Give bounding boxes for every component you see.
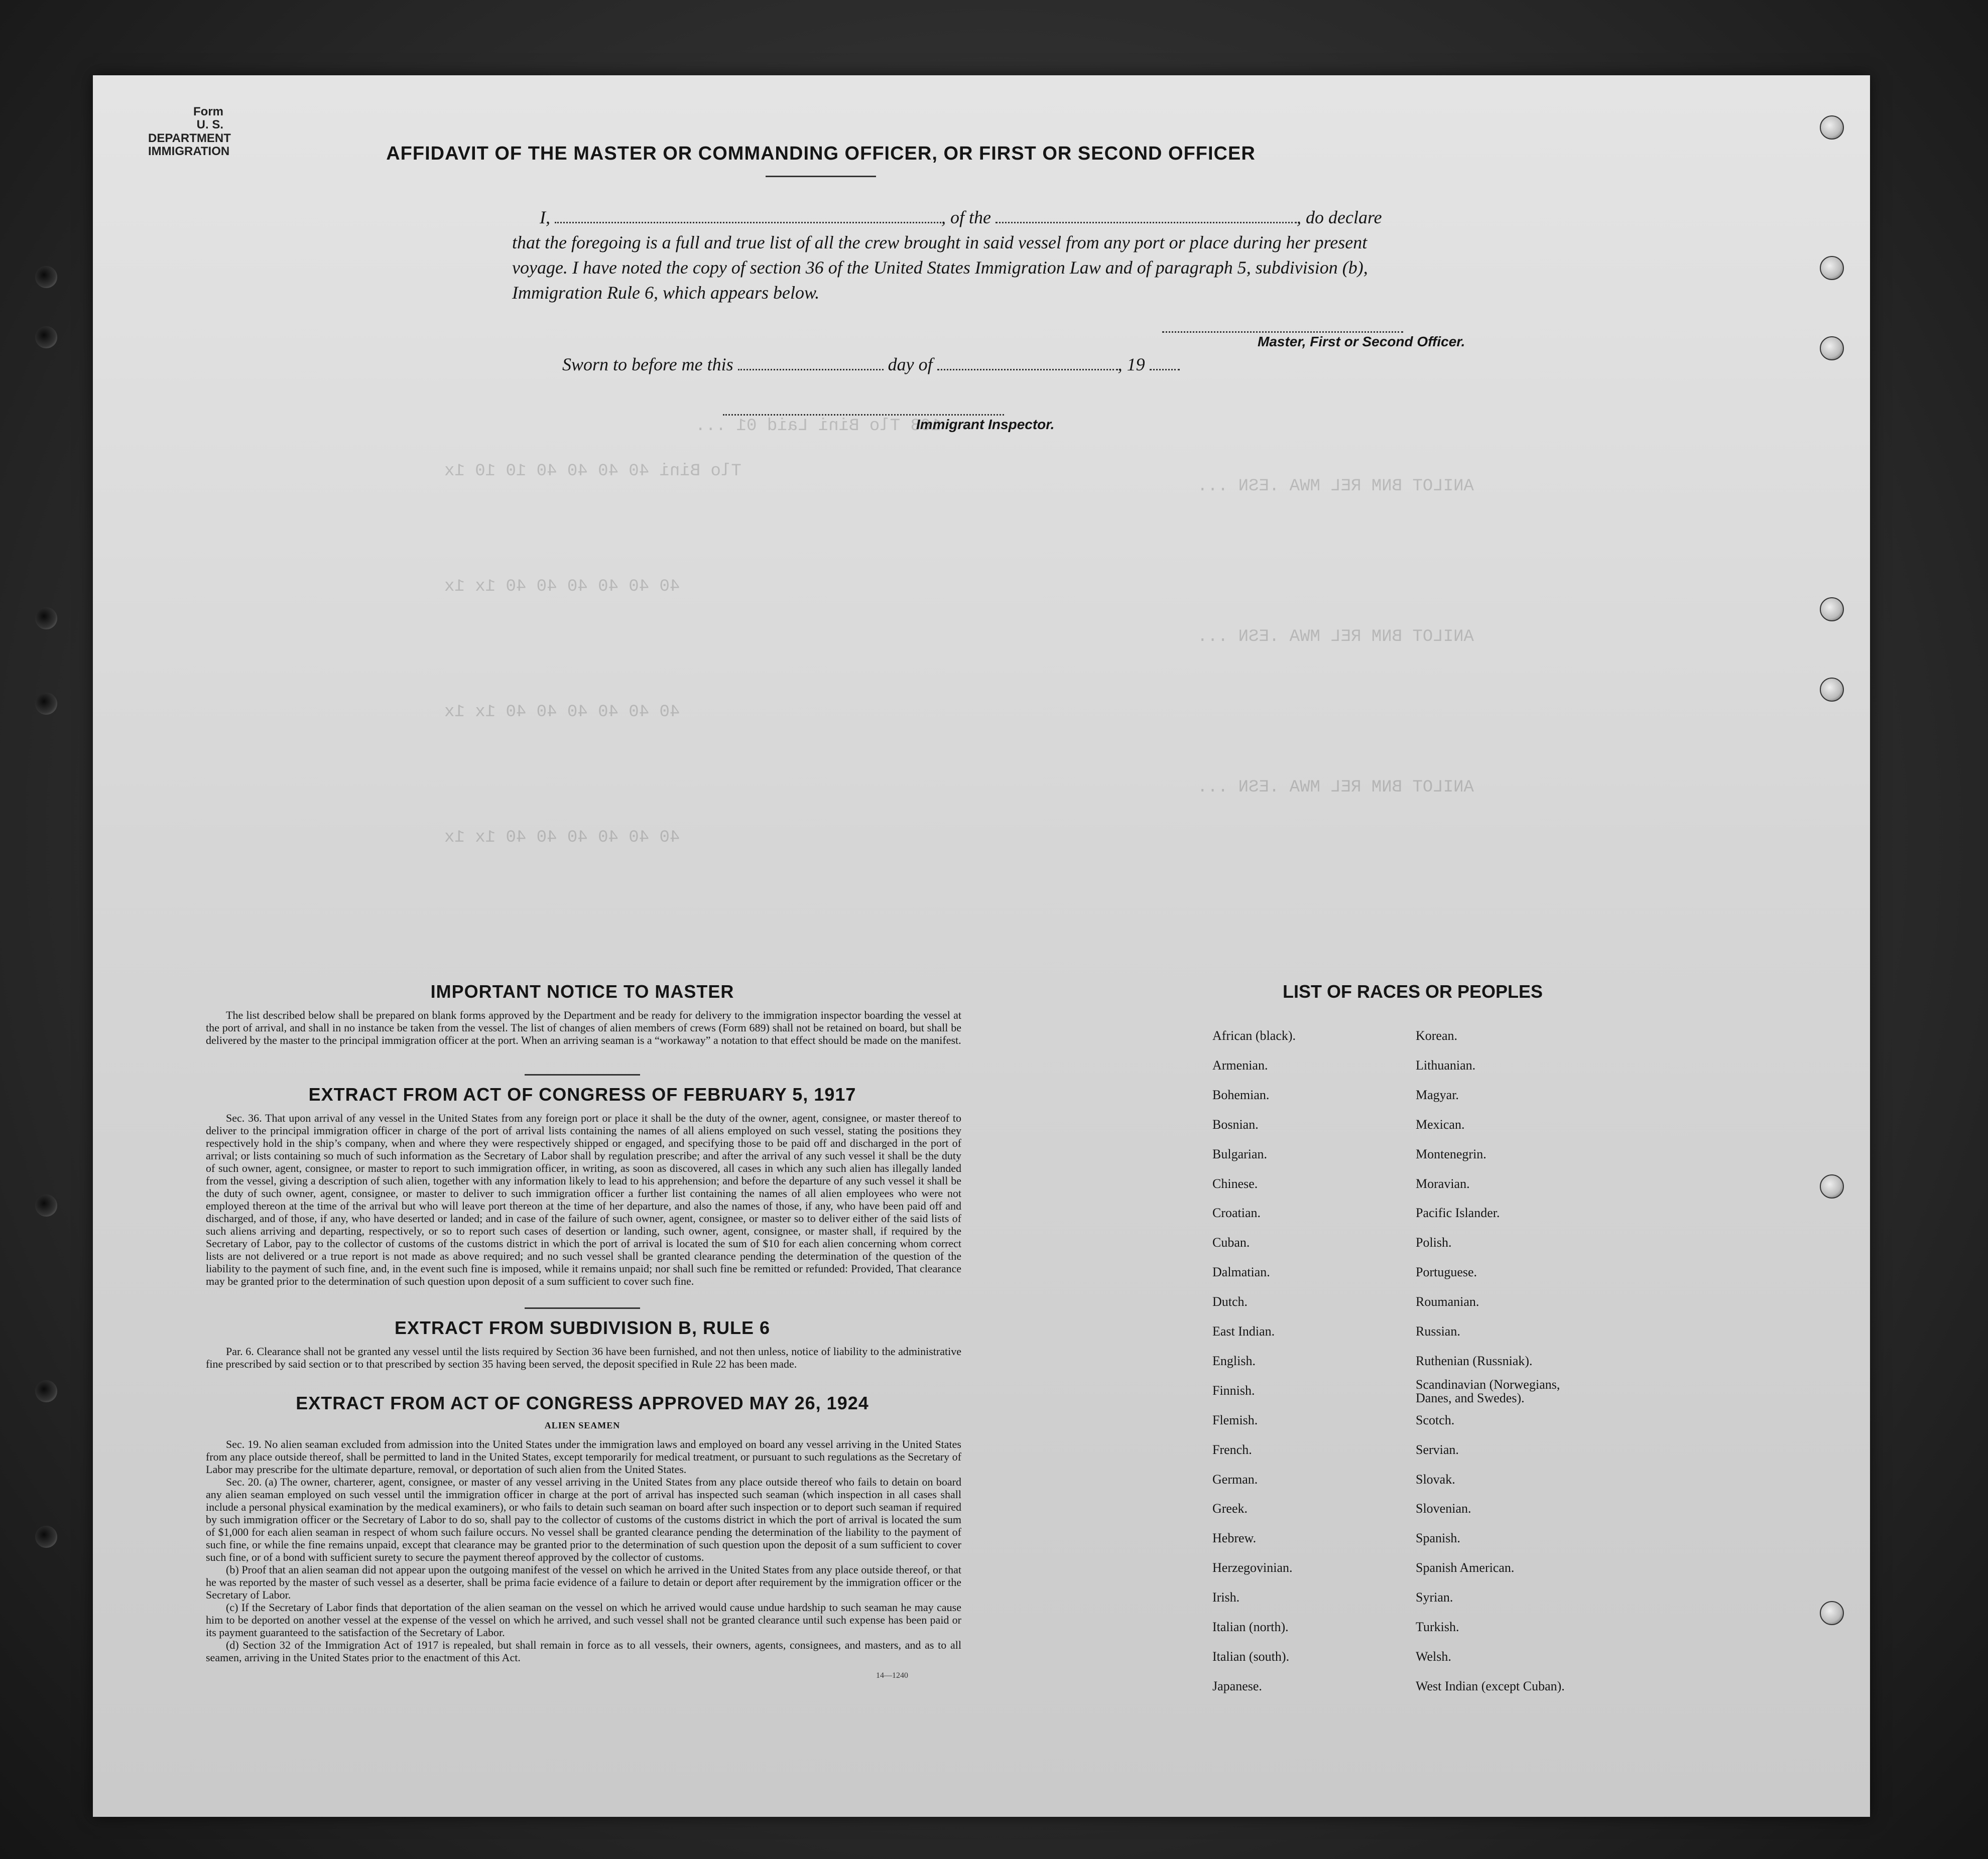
extract-1924-sec20b: (b) Proof that an alien seaman did not appear upon the outgoing manifest of the vessel on which he arrived in the United States from any place outside thereof, or that he was reported by the master of such vessel as a deserter, shall be prima facie evidence of a failure to detain or deport after requirement by the immigration officer or the Secretary of Labor. xyxy=(206,1563,961,1601)
race-item: Croatian. xyxy=(1212,1206,1261,1221)
print-code: 14—1240 xyxy=(876,1671,908,1680)
affidavit-line-1 xyxy=(540,207,1584,228)
sworn-line xyxy=(562,354,1365,375)
race-item: Finnish. xyxy=(1212,1383,1255,1398)
immigration-label: IMMIGRATION xyxy=(148,145,230,159)
binding-hole xyxy=(1820,1174,1844,1199)
race-item: Italian (south). xyxy=(1212,1649,1290,1664)
manifest-sheet: 168 Tlo Bini Laid 01 ... Tlo Bini 40 40 40 40 10 10 1x 40 40 40 40 40 40 1x 1x 40 40 40 40 40 40 1x 1x 40 40 40 40 40 40 1x 1x ANILOT BNM REL MWA .ESN ... ANILOT BNM REL MWA .ESN ... ANILOT BNM REL MWA .ESN ... Form U. S. DEPARTMENT IMMIGRATION AFFIDAVIT OF THE MASTER OR COMMANDING OFFICER, OR FIRST OR SECOND OFFICER I, , of the , do declare that the foregoing is a full and true list of all the crew brought in said vessel from any port or place during her present voyage. I have noted the copy of section 36 of the United States Immigration Law and of paragraph 5, subdivision (b), Immigration Rule 6, which appears below. Master, First or Second Officer. Sworn to before me this day of , 19 Immigrant Inspector. IMPORTANT NOTICE TO MASTER The list described below shall be prepared on blank forms approved by the Department and be ready for delivery to the immigration inspector boarding the vessel at the port of arrival, and shall in no instance be taken from the vessel. The list of changes of alien members of crews (Form 689) shall not be retained on board, but shall be delivered by the master to the principal immigration officer at the port. When an arriving seaman is a “workaway” a notation to that effect should be made on the manifest. EXTRACT FROM ACT OF CONGRESS OF FEBRUARY 5, 1917 Sec. 36. That upon arrival of any vessel in the United States from any foreign port or place it shall be the duty of the owner, agent, consignee, or master thereof to deliver to the principal immigration officer in charge of the port of arrival lists containing the names of all aliens employed on such vessel, stating the positions they respectively hold in the ship’s company, when and where they were respectively shipped or engaged, and specifying those to be paid off and discharged in the port of arrival; or lists containing so much of such information as the Secretary of Labor shall by regulation prescribe; and after the arrival of any such vessel it shall be the duty of such owner, agent, consignee, or master to report to such immigration officer, in writing, as soon as discovered, all cases in which any such alien has illegally landed from the vessel, giving a description of such alien, together with any information likely to lead to his apprehension; and before the departure of any such vessel it shall be the duty of such owner, agent, consignee, or master to deliver to such immigration officer a further list containing the names of all alien employees who were not employed thereon at the time of the arrival but who will leave port thereon at the time of her departure, and also the names of those, if any, who have been paid off and discharged, and of those, if any, who have deserted or landed; and in case of the failure of such owner, agent, consignee, or master so to deliver either of the said lists of such aliens arriving and departing, respectively, or so to report such cases of desertion or landing, such owner, agent, consignee, or master shall, if required by the Secretary of Labor, pay to the collector of customs of the customs district in which the port of arrival is located the sum of $10 for each alien concerning whom correct lists are not delivered or a true report is not made as above required; and no such vessel shall be granted clearance pending the determination of the question of the liability to the payment of such fine, and, in the event such fine is imposed, while it remains unpaid; nor shall such fine be remitted or refunded: Provided, That clearance may be granted prior to the determination of such question upon deposit of a sum sufficient to cover such fine. EXTRACT FROM SUBDIVISION B, RULE 6 Par. 6. Clearance shall not be granted any vessel until the lists required by Section 36 have been furnished, and not then unless, notice of liability to the administrative fine prescribed by said section or to that prescribed by section 35 having been served, the deposit specified in Rule 22 has been made. EXTRACT FROM ACT OF CONGRESS APPROVED MAY 26, 1924 ALIEN SEAMEN Sec. 19. No alien seaman excluded from admission into the United States under the immigration laws and employed on board any vessel arriving in the United States from any place outside thereof, shall be permitted to land in the United States, except temporarily for medical treatment, or pursuant to such regulations as the Secretary of Labor may prescribe for the ultimate departure, removal, or deportation of such alien from the United States. Sec. 20. (a) The owner, charterer, agent, consignee, or master of any vessel arriving in the United States from any place outside thereof who fails to detain on board any alien seaman employed on such vessel until the immigration officer in charge at the port of arrival has inspected such seaman (which inspection in all cases shall include a personal physical examination by the medical examiners), or who fails to detain such seaman on board after such inspection or to deport such seaman if required by such immigration officer or the Secretary of Labor to do so, shall pay to the collector of customs of the customs district in which the port of arrival is located the sum of $1,000 for each alien seaman in respect of whom such failure occurs. No vessel shall be granted clearance pending the determination of the liability to the payment of such fine, or while the fine remains unpaid, except that clearance may be granted prior to the determination of such question upon the deposit of a sum sufficient to cover such fine, or of a bond with sufficient surety to secure the payment thereof approved by the collector of customs. (b) Proof that an alien seaman did not appear upon the outgoing manifest of the vessel on which he arrived in the United States from any place outside thereof, or that he was reported by the master of such vessel as a deserter, shall be prima facie evidence of a failure to detain or deport after requirement by the immigration officer or the Secretary of Labor. (c) If the Secretary of Labor finds that deportation of the alien seaman on the vessel on which he arrived would cause undue hardship to such seaman he may cause him to be deported on another vessel at the expense of the vessel on which he arrived, and such vessel shall not be granted clearance until such expense has been paid or its payment guaranteed to the satisfaction of the Secretary of Labor. (d) Section 32 of the Immigration Act of 1917 is repealed, but shall remain in force as to all vessels, their owners, agents, consignees, and masters, and as to all seamen, arriving in the United States prior to the enactment of this Act. 14—1240 LIST OF RACES OR PEOPLES African (black). Armenian. Bohemian. Bosnian. Bulgarian. Chinese. Croatian. Cuban. Dalmatian. Dutch. East Indian. English. Finnish. Flemish. French. German. Greek. Hebrew. Herzegovinian. Irish. Italian (north). Italian (south). Japanese. Korean. Lithuanian. Magyar. Mexican. Montenegrin. Moravian. Pacific Islander. Polish. Portuguese. Roumanian. Russian. Ruthenian (Russniak). Scandinavian (Norwegians, Danes, and Swedes). Scotch. Servian. Slovak. Slovenian. Spanish. Spanish American. Syrian. Turkish. Welsh. West Indian (except Cuban). xyxy=(93,75,1870,1817)
year-label: , 19 xyxy=(1117,354,1145,374)
race-item: Pacific Islander. xyxy=(1416,1206,1500,1221)
race-item: Slovak. xyxy=(1416,1472,1455,1487)
extract-rule6-title: EXTRACT FROM SUBDIVISION B, RULE 6 xyxy=(394,1317,771,1338)
race-item: Magyar. xyxy=(1416,1087,1459,1102)
master-signature-blank[interactable] xyxy=(1162,321,1403,333)
department-label: U. S. DEPARTMENT xyxy=(148,118,231,145)
race-item: Dutch. xyxy=(1212,1294,1248,1309)
race-item: Russian. xyxy=(1416,1324,1460,1339)
divider xyxy=(766,176,876,177)
sworn-year-blank[interactable] xyxy=(1150,356,1180,370)
race-item: Bosnian. xyxy=(1212,1117,1259,1132)
affidavit-line-3: voyage. I have noted the copy of section 36 of the United States Immigration Law and of paragraph 5, subdivision (b), xyxy=(512,257,1368,278)
extract-1924-body xyxy=(206,1438,961,1664)
race-item: Chinese. xyxy=(1212,1176,1258,1191)
race-item: Korean. xyxy=(1416,1028,1458,1043)
race-item: Bohemian. xyxy=(1212,1087,1270,1102)
binding-hole xyxy=(1820,256,1844,280)
race-item: Mexican. xyxy=(1416,1117,1465,1132)
race-item: Portuguese. xyxy=(1416,1265,1477,1280)
race-item: Irish. xyxy=(1212,1590,1240,1605)
binding-hole xyxy=(35,1526,57,1548)
race-item: Moravian. xyxy=(1416,1176,1470,1191)
master-name-blank[interactable] xyxy=(555,209,941,223)
race-item: East Indian. xyxy=(1212,1324,1275,1339)
race-item: West Indian (except Cuban). xyxy=(1416,1678,1565,1693)
affidavit-i: I, xyxy=(540,207,550,227)
day-of-label: day of xyxy=(888,354,933,374)
binding-hole xyxy=(1820,1601,1844,1625)
binding-hole xyxy=(1820,336,1844,360)
race-item: German. xyxy=(1212,1472,1258,1487)
affidavit-line-4: Immigration Rule 6, which appears below. xyxy=(512,283,820,303)
binding-hole xyxy=(35,693,57,715)
inspector-signature-blank[interactable] xyxy=(723,404,1004,416)
race-item: Polish. xyxy=(1416,1235,1452,1250)
binding-hole xyxy=(35,326,57,348)
race-item: French. xyxy=(1212,1442,1252,1457)
race-item: Slovenian. xyxy=(1416,1501,1471,1516)
extract-1924-subtitle: ALIEN SEAMEN xyxy=(544,1420,620,1430)
race-item: Roumanian. xyxy=(1416,1294,1479,1309)
binding-hole xyxy=(1820,678,1844,702)
race-item: Italian (north). xyxy=(1212,1620,1289,1634)
race-item: Dalmatian. xyxy=(1212,1265,1270,1280)
race-item: Ruthenian (Russniak). xyxy=(1416,1353,1533,1368)
binding-hole xyxy=(35,1194,57,1217)
form-label: Form xyxy=(193,105,223,118)
sworn-day-blank[interactable] xyxy=(738,356,884,370)
master-caption: Master, First or Second Officer. xyxy=(1258,334,1465,349)
race-item: Syrian. xyxy=(1416,1590,1453,1605)
extract-1924-sec19: Sec. 19. No alien seaman excluded from admission into the United States under the immigration laws and employed on board any vessel arriving in the United States from any place outside thereof, shall be permitted to land in the United States, except temporarily for medical treatment, or pursuant to such regulations as the Secretary of Labor may prescribe for the ultimate departure, removal, or deportation of such alien from the United States. xyxy=(206,1438,961,1476)
notice-text: The list described below shall be prepared on blank forms approved by the Department and be ready for delivery to the immigration inspector boarding the vessel at the port of arrival, and shall in no instance be taken from the vessel. The list of changes of alien members of crews (Form 689) shall not be retained on board, but shall be delivered by the master to the principal immigration officer at the port. When an arriving seaman is a “workaway” a notation to that effect should be made on the manifest. xyxy=(206,1009,961,1046)
race-item: Spanish. xyxy=(1416,1531,1460,1546)
race-item: Flemish. xyxy=(1212,1412,1258,1427)
affidavit-title: AFFIDAVIT OF THE MASTER OR COMMANDING OFFICER, OR FIRST OR SECOND OFFICER xyxy=(386,143,1256,164)
race-item: Scandinavian (Norwegians, Danes, and Swedes). xyxy=(1416,1377,1560,1405)
race-item: Servian. xyxy=(1416,1442,1459,1457)
binding-hole xyxy=(1820,115,1844,140)
sworn-month-blank[interactable] xyxy=(937,356,1118,370)
affidavit-do-declare: , do declare xyxy=(1296,207,1382,227)
vessel-name-blank[interactable] xyxy=(996,209,1297,223)
race-item: Hebrew. xyxy=(1212,1531,1257,1546)
sworn-label: Sworn to before me this xyxy=(562,354,733,374)
extract-1917-text: Sec. 36. That upon arrival of any vessel in the United States from any foreign port or place it shall be the duty of the owner, agent, consignee, or master thereof to deliver to the principal immigration officer in charge of the port of arrival lists containing the names of all aliens employed on such vessel, stating the positions they respectively hold in the ship’s company, when and where they were respectively shipped or engaged, and specifying those to be paid off and discharged in the port of arrival; or lists containing so much of such information as the Secretary of Labor shall by regulation prescribe; and after the arrival of any such vessel it shall be the duty of such owner, agent, consignee, or master to report to such immigration officer, in writing, as soon as discovered, all cases in which any such alien has illegally landed from the vessel, giving a description of such alien, together with any information likely to lead to his apprehension; and before the departure of any such vessel it shall be the duty of such owner, agent, consignee, or master to deliver to such immigration officer a further list containing the names of all alien employees who were not employed thereon at the time of the arrival but who will leave port thereon at the time of her departure, and also the names of those, if any, who have been paid off and discharged, and of those, if any, who have deserted or landed; and in case of the failure of such owner, agent, consignee, or master so to deliver either of the said lists of such aliens arriving and departing, respectively, or so to report such cases of desertion or landing, such owner, agent, consignee, or master shall, if required by the Secretary of Labor, pay to the collector of customs of the customs district in which the port of arrival is located the sum of $10 for each alien concerning whom correct lists are not delivered or a true report is not made as above required; and no such vessel shall be granted clearance pending the determination of the question of the liability to the payment of such fine, and, in the event such fine is imposed, while it remains unpaid; nor shall such fine be remitted or refunded: Provided, That clearance may be granted prior to the determination of such question upon deposit of a sum sufficient to cover such fine. xyxy=(206,1112,961,1287)
race-item: Armenian. xyxy=(1212,1057,1268,1073)
inspector-caption: Immigrant Inspector. xyxy=(916,417,1055,432)
race-item: Montenegrin. xyxy=(1416,1146,1486,1161)
races-title: LIST OF RACES OR PEOPLES xyxy=(1283,981,1543,1002)
extract-rule6-text: Par. 6. Clearance shall not be granted any vessel until the lists required by Section 36 have been furnished, and not then unless, notice of liability to the administrative fine prescribed by said section or to that prescribed by section 35 having been served, the deposit specified in Rule 22 has been made. xyxy=(206,1345,961,1370)
race-item: Welsh. xyxy=(1416,1649,1451,1664)
race-item: Japanese. xyxy=(1212,1678,1262,1693)
binding-hole xyxy=(35,266,57,288)
race-item: Lithuanian. xyxy=(1416,1057,1476,1073)
affidavit-of-the: , of the xyxy=(941,207,991,227)
notice-title: IMPORTANT NOTICE TO MASTER xyxy=(430,981,734,1002)
binding-hole xyxy=(1820,597,1844,621)
extract-1924-sec20a: Sec. 20. (a) The owner, charterer, agent, consignee, or master of any vessel arriving in the United States from any place outside thereof who fails to detain on board any alien seaman employed on such vessel until the immigration officer in charge at the port of arrival has inspected such seaman (which inspection in all cases shall include a personal physical examination by the medical examiners), or who fails to detain such seaman on board after such inspection or to deport such seaman if required by such immigration officer or the Secretary of Labor to do so, shall pay to the collector of customs of the customs district in which the port of arrival is located the sum of $1,000 for each alien seaman in respect of whom such failure occurs. No vessel shall be granted clearance pending the determination of the liability to the payment of such fine, or while the fine remains unpaid, except that clearance may be granted prior to the determination of such question upon the deposit of a sum sufficient to cover such fine, or of a bond with sufficient surety to secure the payment thereof approved by the collector of customs. xyxy=(206,1476,961,1563)
race-item: English. xyxy=(1212,1353,1256,1368)
extract-1924-sec20d: (d) Section 32 of the Immigration Act of 1917 is repealed, but shall remain in force as to all vessels, their owners, agents, consignees, and masters, and as to all seamen, arriving in the United States prior to the enactment of this Act. xyxy=(206,1639,961,1664)
divider xyxy=(525,1074,640,1076)
extract-1924-sec20c: (c) If the Secretary of Labor finds that deportation of the alien seaman on the vessel on which he arrived would cause undue hardship to such seaman he may cause him to be deported on another vessel at the expense of the vessel on which he arrived, and such vessel shall not be granted clearance until such expense has been paid or its payment guaranteed to the satisfaction of the Secretary of Labor. xyxy=(206,1601,961,1639)
extract-1917-title: EXTRACT FROM ACT OF CONGRESS OF FEBRUARY 5, 1917 xyxy=(308,1084,856,1105)
binding-hole xyxy=(35,1380,57,1402)
race-item: Cuban. xyxy=(1212,1235,1250,1250)
race-item: Greek. xyxy=(1212,1501,1248,1516)
race-item: Scotch. xyxy=(1416,1412,1455,1427)
race-item: African (black). xyxy=(1212,1028,1296,1043)
binding-hole xyxy=(35,607,57,629)
race-item: Bulgarian. xyxy=(1212,1146,1268,1161)
race-item: Turkish. xyxy=(1416,1620,1459,1634)
race-item: Herzegovinian. xyxy=(1212,1560,1293,1575)
divider xyxy=(525,1307,640,1309)
extract-1924-title: EXTRACT FROM ACT OF CONGRESS APPROVED MAY 26, 1924 xyxy=(296,1393,869,1413)
affidavit-line-2: that the foregoing is a full and true list of all the crew brought in said vessel from any port or place during her present xyxy=(512,232,1368,252)
race-item: Spanish American. xyxy=(1416,1560,1515,1575)
